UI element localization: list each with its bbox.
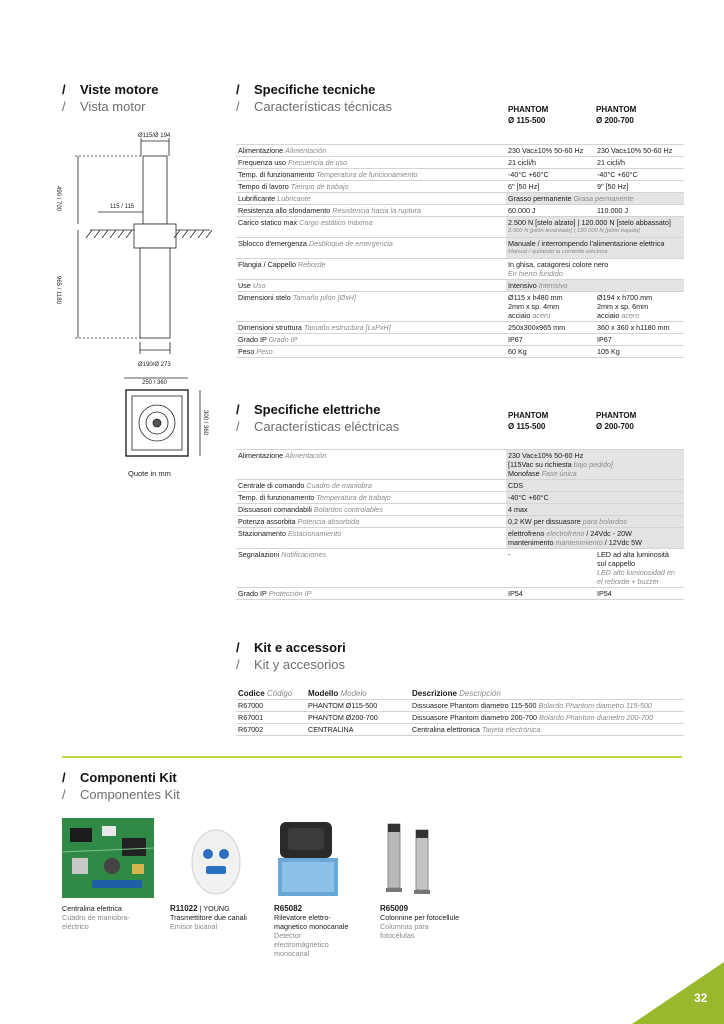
component-detector: R65082 Rilevatore elettro- magnetico monocanale Detector electromágnetico monocanal (274, 818, 366, 958)
table-row: Carico statico max Cargo estático máxima 2.500 N [stelo alzato] | 120.000 N [stelo abbassato] 2.500 N [pilón levantado] | 120.000 N [pilón bajado] (236, 217, 684, 238)
motor-views-subtitle: Vista motor (80, 99, 146, 114)
dim-head: 115 / 115 (110, 204, 135, 210)
table-row: Resistenza allo sfondamento Resistencia hacia la ruptura 60.000 J 110.000 J (236, 205, 684, 217)
table-row: Potenza assorbita Potencia absorbida 0,2 KW per dissuasore para bolardos (236, 516, 684, 528)
dim-top-diameter: Ø115/Ø 194 (138, 133, 171, 139)
columns-image (380, 818, 472, 898)
table-row: Stazionamento Estacionamiento elettrofreno electrofreno / 24Vdc - 20W mantenimento mantenimiento / 12Vdc 5W (236, 528, 684, 549)
elec-col1-header: PHANTOM Ø 115-500 (508, 411, 549, 431)
table-row: R67000 PHANTOM Ø115-500 Dissuasore Phantom diametro 115-500 Bolardo Phantom diametro 115-500 (236, 700, 684, 712)
drawing-caption: Quote in mm (128, 469, 171, 478)
table-row: Lubrificante Lubricante Grasso permanente Grasa permanente (236, 193, 684, 205)
component-control-board: Centralina elettrica Cuadro de maniobra- eléctrico (62, 818, 154, 931)
table-row: Centrale di comando Cuadro de maniobra CDS (236, 480, 684, 492)
table-row: Dimensioni struttura Tamaño estructura [LxPxH] 250x300x965 mm 360 x 360 x h1180 mm (236, 322, 684, 334)
table-row: Alimentazione Alimentación 230 Vac±10% 50-60 Hz 230 Vac±10% 50-60 Hz (236, 145, 684, 157)
kit-subtitle: Kit y accesorios (254, 657, 346, 672)
motor-drawing (55, 126, 228, 478)
table-row: Peso Peso 60 Kg 105 Kg (236, 346, 684, 358)
tech-specs-table (236, 144, 684, 358)
elec-specs-table (236, 449, 684, 600)
table-row: R67002 CENTRALINA Centralina elettronica Tarjeta electrónica (236, 724, 684, 736)
page-number-badge (632, 962, 724, 1024)
table-row: Frequenza uso Frecuencia de uso 21 cicli/h 21 cicli/h (236, 157, 684, 169)
motor-views-title: Viste motore (80, 82, 159, 97)
table-row: Segnalazioni Notificaciones - LED ad alta luminosità sul cappello LED alto luminosidad en el reborde + buzzer (236, 549, 684, 588)
section-divider (62, 756, 682, 758)
table-row: Dissuasori comandabili Bolardos controlables 4 max (236, 504, 684, 516)
kit-header-row: Codice Código Modello Modelo Descrizione Descripción (236, 688, 684, 700)
table-row: Temp. di funzionamento Temperatura de funcionamiento -40°C +60°C -40°C +60°C (236, 169, 684, 181)
control-board-image (62, 818, 154, 898)
dim-width: 250 / 360 (142, 380, 168, 386)
component-transmitter: R11022 | YOUNG Trasmettitore due canali Emisor bicanal (170, 818, 262, 931)
tech-specs-heading: / Specifiche tecniche / Características técnicas (236, 82, 392, 114)
kit-heading: / Kit e accessori / Kit y accesorios (236, 640, 346, 672)
components-subtitle: Componentes Kit (80, 787, 180, 802)
elec-specs-subtitle: Características eléctricas (254, 419, 400, 434)
component-columns: R65009 Colonnine per fotocellule Columnas para fotocélulas (380, 818, 472, 940)
tech-col2-header: PHANTOM Ø 200-700 (596, 105, 637, 125)
tech-col1-header: PHANTOM Ø 115-500 (508, 105, 549, 125)
dim-bottom-diameter: Ø190/Ø 273 (138, 362, 171, 368)
table-row: Use Uso Intensivo Intensivo (236, 280, 684, 292)
elec-col2-header: PHANTOM Ø 200-700 (596, 411, 637, 431)
transmitter-image (170, 818, 262, 898)
dim-height-lower: 965 / 1180 (55, 276, 61, 304)
tech-specs-title: Specifiche tecniche (254, 82, 376, 97)
table-row: Dimensioni stelo Tamaño pilón [ØxH] Ø115 x h480 mm 2mm x sp. 4mm acciaio acero Ø194 x h700 mm 2mm x sp. 6mm acciaio acero (236, 292, 684, 322)
table-row: R67001 PHANTOM Ø200-700 Dissuasore Phantom diametro 200-700 Bolardo Phantom diametro 200-700 (236, 712, 684, 724)
dim-height-upper: 490 / 700 (55, 186, 61, 212)
table-row: Grado IP Grado IP IP67 IP67 (236, 334, 684, 346)
components-title: Componenti Kit (80, 770, 177, 785)
detector-image (274, 818, 366, 898)
kit-title: Kit e accessori (254, 640, 346, 655)
page-number: 32 (694, 991, 708, 1005)
dim-side: 300 / 360 (202, 410, 208, 436)
table-row: Tempo di lavoro Tiempo de trabajo 6" [50 Hz] 9" [50 Hz] (236, 181, 684, 193)
tech-specs-subtitle: Características técnicas (254, 99, 392, 114)
motor-views-heading: / Viste motore / Vista motor (62, 82, 159, 114)
components-heading: / Componenti Kit / Componentes Kit (62, 770, 180, 802)
table-row: Flangia / Cappello Reborde In ghisa, catagoresi colore nero En hierro fundido (236, 259, 684, 280)
kit-table (236, 688, 684, 736)
table-row: Alimentazione Alimentación 230 Vac±10% 50-60 Hz [115Vac su richiesta bajo pedido] Monofase Fase única (236, 450, 684, 480)
elec-specs-title: Specifiche elettriche (254, 402, 381, 417)
table-row: Sblocco d'emergenza Desbloque de emergencia Manuale / interrompendo l'alimentazione elettrica Manual / quitando la corriente eléctrica (236, 238, 684, 259)
elec-specs-heading: / Specifiche elettriche / Características eléctricas (236, 402, 400, 434)
table-row: Grado IP Protección IP IP54 IP54 (236, 588, 684, 600)
table-row: Temp. di funzionamento Temperatura de trabajo -40°C +60°C (236, 492, 684, 504)
